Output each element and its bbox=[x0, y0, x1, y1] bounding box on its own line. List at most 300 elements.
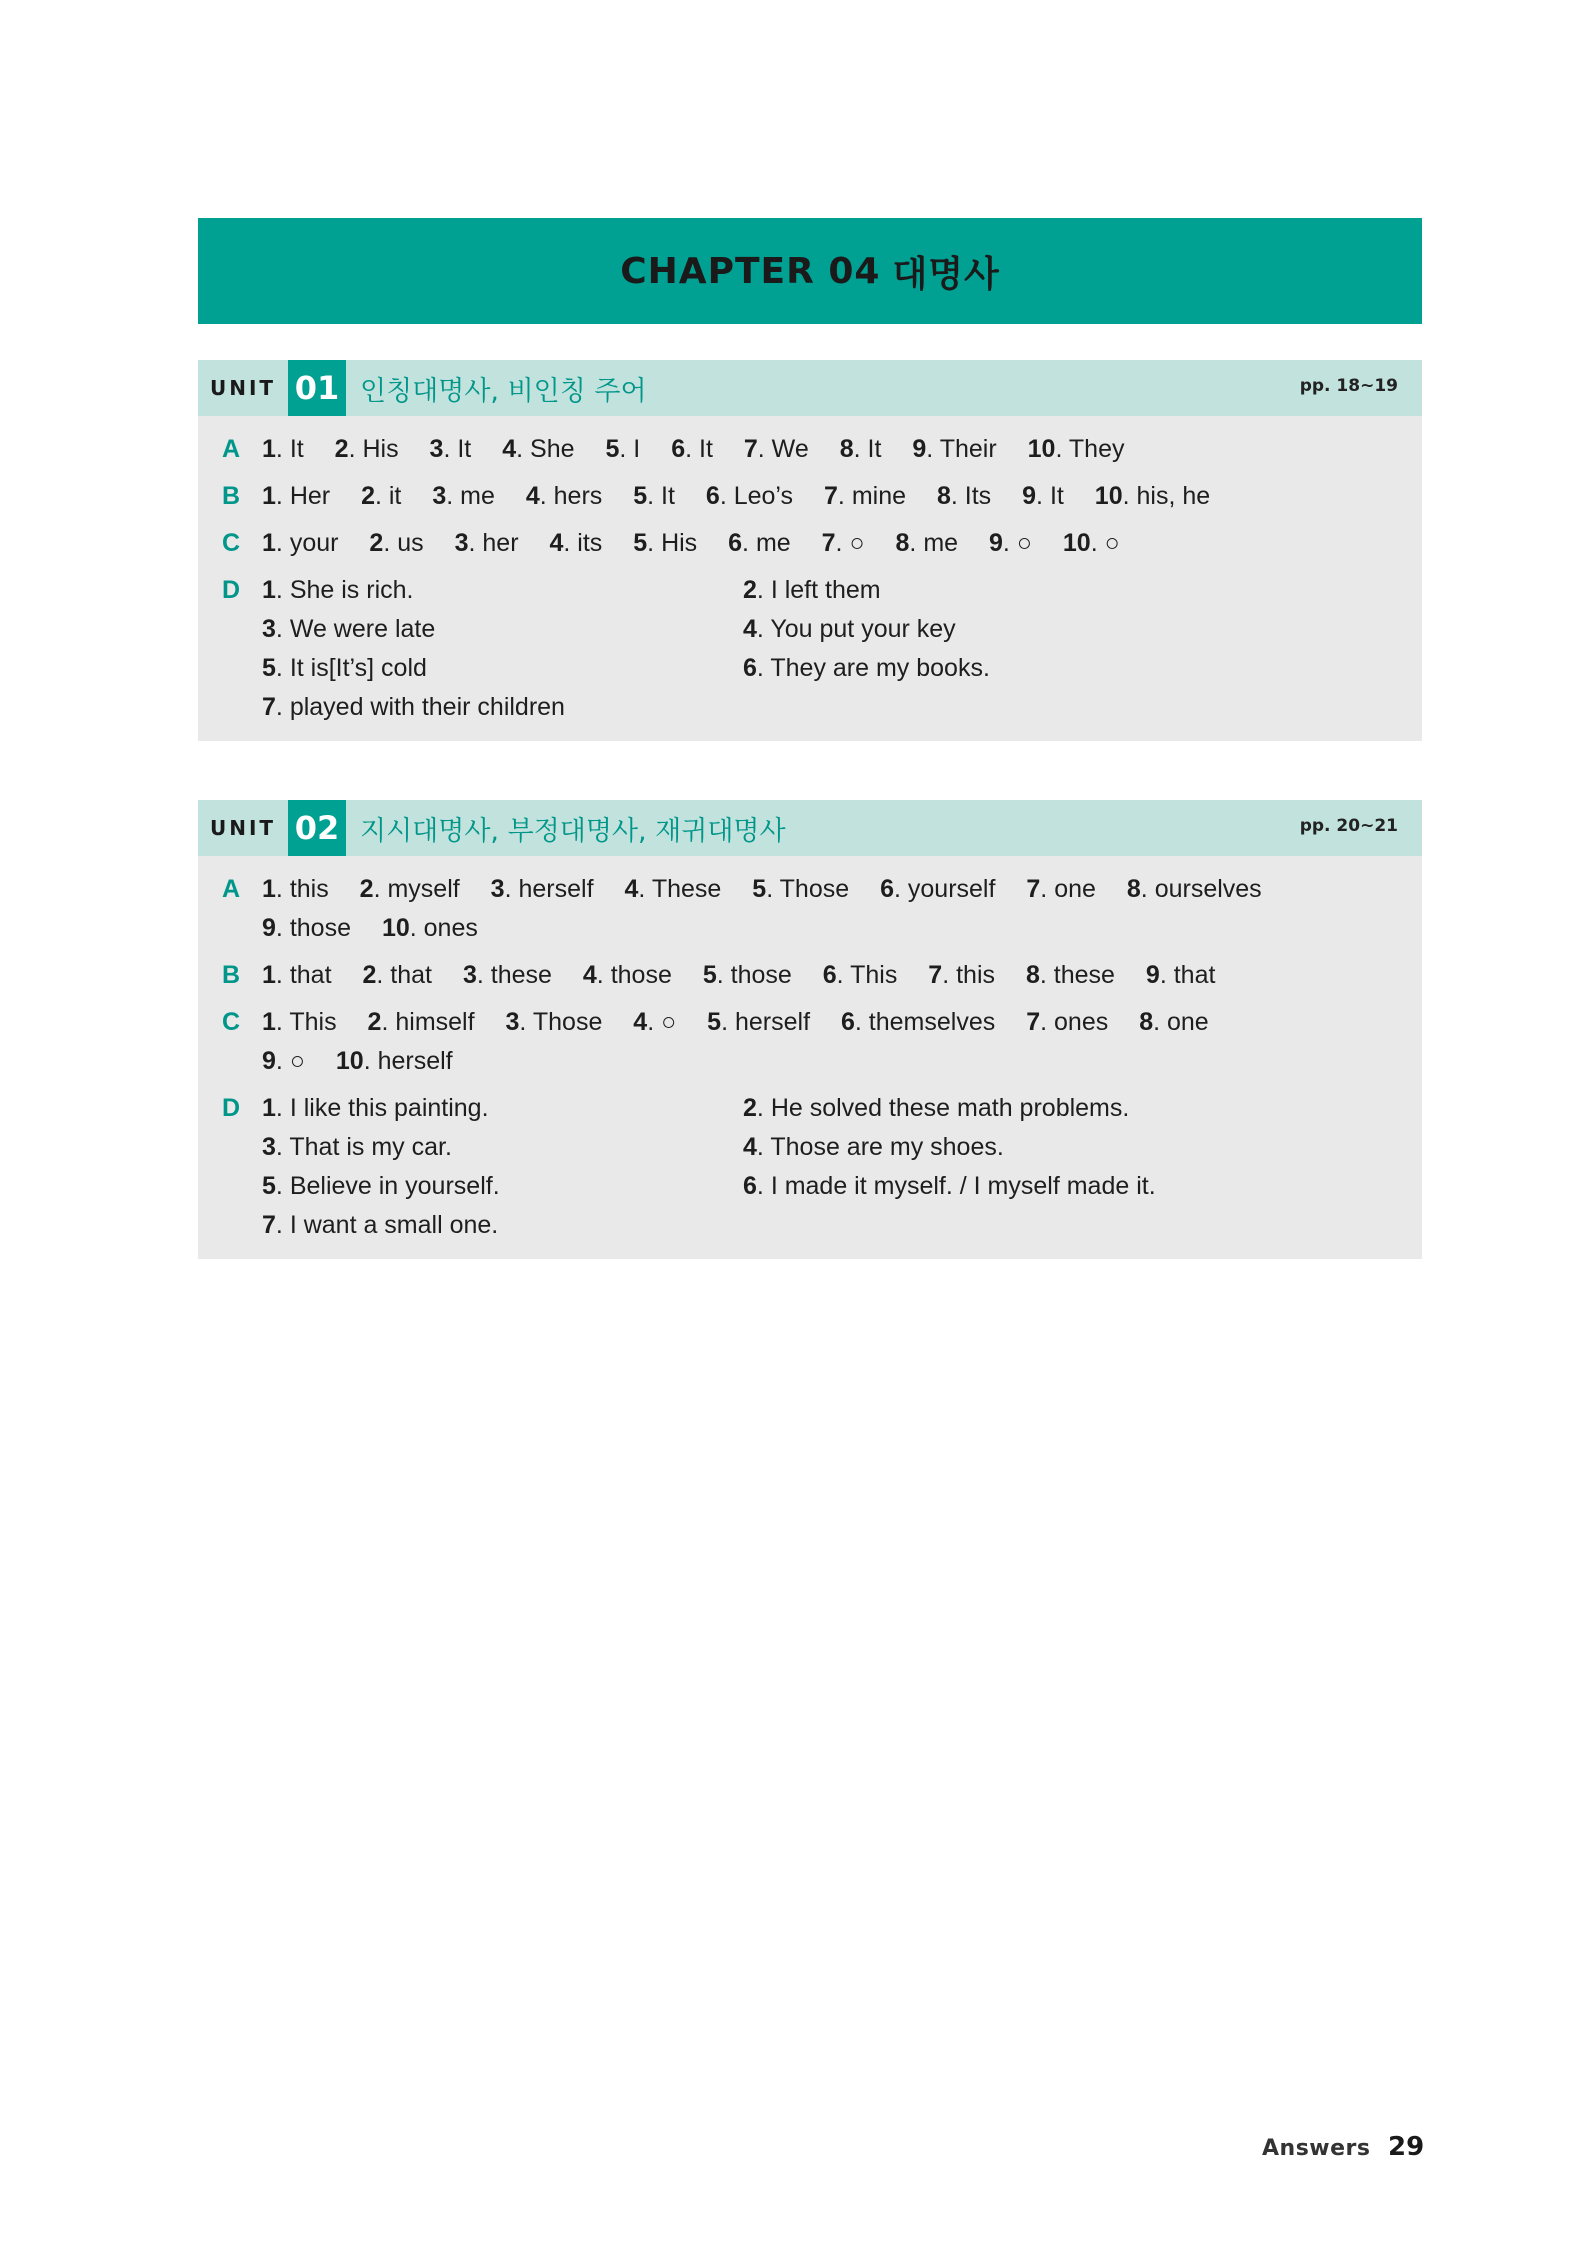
answer-number: 7 bbox=[262, 693, 276, 721]
answer-item bbox=[743, 610, 1243, 649]
answer-separator: . bbox=[942, 961, 957, 989]
answer-item bbox=[262, 482, 330, 510]
answer-item bbox=[822, 529, 865, 557]
answer-separator: . bbox=[446, 482, 461, 510]
unit-title: 지시대명사, 부정대명사, 재귀대명사 bbox=[360, 815, 786, 847]
answer-separator: . bbox=[476, 961, 491, 989]
answer-number: 4 bbox=[624, 875, 639, 903]
answer-number: 4 bbox=[582, 961, 597, 989]
answer-text: themselves bbox=[868, 1008, 996, 1036]
answer-text: Those are my shoes. bbox=[770, 1133, 1004, 1161]
answer-item bbox=[743, 1128, 1243, 1167]
unit-answers bbox=[198, 856, 1422, 1259]
section-letter: B bbox=[222, 961, 241, 989]
answer-separator: . bbox=[756, 1172, 771, 1200]
answer-item bbox=[262, 1047, 305, 1075]
answer-number: 6 bbox=[705, 482, 720, 510]
answer-item bbox=[1026, 1008, 1108, 1036]
answer-item bbox=[262, 1089, 743, 1128]
answer-text: his, he bbox=[1136, 482, 1211, 510]
answer-text: her bbox=[482, 529, 519, 557]
answer-number: 7 bbox=[824, 482, 838, 510]
answer-text: ○ bbox=[1104, 529, 1120, 557]
answer-text: Believe in yourself. bbox=[289, 1172, 500, 1200]
answer-separator: . bbox=[756, 576, 771, 604]
answer-separator: . bbox=[756, 654, 771, 682]
answer-separator: . bbox=[504, 875, 519, 903]
answer-text: It bbox=[867, 435, 882, 463]
answer-number: 7 bbox=[1026, 875, 1041, 903]
answer-number: 3 bbox=[262, 615, 276, 643]
answer-text: ○ bbox=[1016, 529, 1032, 557]
answer-item bbox=[262, 1008, 337, 1036]
answer-text: It is[It’s] cold bbox=[289, 654, 427, 682]
answer-text: It bbox=[1049, 482, 1064, 510]
unit-answers bbox=[198, 416, 1422, 741]
answer-item bbox=[262, 1128, 743, 1167]
answer-separator: . bbox=[638, 875, 652, 903]
answer-number: 1 bbox=[262, 482, 276, 510]
answer-number: 5 bbox=[262, 1172, 276, 1200]
answer-number: 3 bbox=[490, 875, 505, 903]
answer-separator: . bbox=[837, 482, 852, 510]
answer-text: Leo’s bbox=[733, 482, 794, 510]
answer-number: 1 bbox=[262, 875, 276, 903]
answer-text: these bbox=[490, 961, 552, 989]
answer-separator: . bbox=[275, 576, 290, 604]
answer-number: 5 bbox=[633, 482, 648, 510]
answer-number: 2 bbox=[743, 576, 757, 604]
answer-text: herself bbox=[734, 1008, 811, 1036]
answer-text: I left them bbox=[770, 576, 881, 604]
answer-separator: . bbox=[381, 1008, 396, 1036]
answer-text: Its bbox=[964, 482, 992, 510]
answer-separator: . bbox=[596, 961, 611, 989]
answer-number: 7 bbox=[928, 961, 943, 989]
answer-number: 9 bbox=[912, 435, 927, 463]
answer-text: yourself bbox=[907, 875, 996, 903]
answer-separator: . bbox=[376, 961, 391, 989]
answer-separator: . bbox=[1159, 961, 1174, 989]
answer-separator: . bbox=[647, 529, 662, 557]
answer-number: 3 bbox=[462, 961, 477, 989]
answer-item bbox=[624, 875, 721, 903]
unit-header bbox=[198, 360, 1422, 416]
answer-text: that bbox=[289, 961, 332, 989]
answer-number: 3 bbox=[432, 482, 447, 510]
answer-item bbox=[262, 610, 743, 649]
section-c bbox=[198, 524, 1422, 563]
answer-item bbox=[432, 482, 495, 510]
answer-text: those bbox=[730, 961, 792, 989]
answer-separator: . bbox=[363, 1047, 378, 1075]
unit-label: UNIT bbox=[209, 816, 277, 840]
answer-text: This bbox=[289, 1008, 337, 1036]
answer-list bbox=[262, 524, 1302, 563]
answer-text: ○ bbox=[849, 529, 865, 557]
answer-separator: . bbox=[383, 529, 398, 557]
answer-text: it bbox=[388, 482, 402, 510]
answer-separator: . bbox=[275, 435, 290, 463]
answer-number: 5 bbox=[752, 875, 767, 903]
answer-item bbox=[430, 435, 472, 463]
answer-number: 6 bbox=[743, 654, 757, 682]
answer-number: 2 bbox=[367, 1008, 382, 1036]
answer-list bbox=[262, 1003, 1302, 1081]
answer-separator: . bbox=[950, 482, 965, 510]
answer-separator: . bbox=[409, 914, 424, 942]
answer-text: These bbox=[651, 875, 722, 903]
answer-text: one bbox=[1054, 875, 1096, 903]
answer-separator: . bbox=[756, 1133, 771, 1161]
answer-separator: . bbox=[275, 1047, 290, 1075]
answer-number: 5 bbox=[605, 435, 620, 463]
answer-item bbox=[841, 1008, 995, 1036]
answer-separator: . bbox=[756, 1094, 771, 1122]
answer-number: 10 bbox=[1094, 482, 1123, 510]
section-letter: A bbox=[222, 875, 241, 903]
answer-item bbox=[502, 435, 574, 463]
answer-separator: . bbox=[275, 961, 290, 989]
answer-text: Those bbox=[532, 1008, 603, 1036]
answer-number: 4 bbox=[743, 615, 757, 643]
answer-number: 5 bbox=[707, 1008, 722, 1036]
chapter-prefix: CHAPTER 04 bbox=[620, 250, 881, 292]
answer-separator: . bbox=[1039, 961, 1054, 989]
answer-separator: . bbox=[766, 875, 780, 903]
answer-separator: . bbox=[756, 615, 771, 643]
answer-number: 8 bbox=[839, 435, 854, 463]
answer-separator: . bbox=[275, 482, 290, 510]
unit-label: UNIT bbox=[209, 376, 277, 400]
answer-text: ourselves bbox=[1154, 875, 1262, 903]
answer-item bbox=[989, 529, 1032, 557]
answer-item bbox=[362, 961, 432, 989]
answer-number: 4 bbox=[525, 482, 540, 510]
answer-text: me bbox=[460, 482, 495, 510]
answer-number: 7 bbox=[1026, 1008, 1041, 1036]
answer-separator: . bbox=[275, 1211, 290, 1239]
answer-item bbox=[824, 482, 906, 510]
answer-text: This bbox=[850, 961, 898, 989]
chapter-title: 대명사 bbox=[892, 253, 1000, 295]
answer-number: 7 bbox=[821, 529, 836, 557]
answer-list bbox=[262, 477, 1302, 516]
answer-item bbox=[1063, 529, 1120, 557]
answer-number: 7 bbox=[262, 1211, 276, 1239]
answer-separator: . bbox=[275, 654, 290, 682]
page-number: 29 bbox=[1388, 2132, 1425, 2162]
answer-item bbox=[937, 482, 991, 510]
answer-number: 3 bbox=[262, 1133, 276, 1161]
answer-number: 6 bbox=[671, 435, 686, 463]
answer-item bbox=[728, 529, 791, 557]
answer-number: 10 bbox=[335, 1047, 364, 1075]
section-letter: C bbox=[222, 529, 241, 557]
answer-text: this bbox=[956, 961, 996, 989]
section-letter: B bbox=[222, 482, 241, 510]
answer-item bbox=[912, 435, 996, 463]
answer-item bbox=[491, 875, 594, 903]
answer-number: 8 bbox=[1139, 1008, 1154, 1036]
answer-text: His bbox=[362, 435, 399, 463]
answer-separator: . bbox=[1153, 1008, 1167, 1036]
answer-item bbox=[743, 571, 1243, 610]
answer-item bbox=[928, 961, 995, 989]
answer-number: 9 bbox=[262, 1047, 276, 1075]
answer-number: 1 bbox=[262, 576, 276, 604]
answer-separator: . bbox=[348, 435, 363, 463]
answer-text: Her bbox=[289, 482, 331, 510]
answer-item bbox=[880, 875, 995, 903]
answer-number: 3 bbox=[505, 1008, 520, 1036]
answer-separator: . bbox=[685, 435, 699, 463]
answer-text: hers bbox=[553, 482, 603, 510]
answer-separator: . bbox=[539, 482, 554, 510]
answer-text: ones bbox=[423, 914, 478, 942]
answer-text: herself bbox=[518, 875, 594, 903]
answer-item bbox=[382, 914, 478, 942]
answer-item bbox=[262, 1206, 743, 1245]
answer-separator: . bbox=[275, 615, 290, 643]
answer-text: one bbox=[1167, 1008, 1209, 1036]
answer-list bbox=[262, 430, 1302, 469]
unit-header bbox=[198, 800, 1422, 856]
answer-separator: . bbox=[1090, 529, 1105, 557]
answer-text: He solved these math problems. bbox=[770, 1094, 1130, 1122]
answer-separator: . bbox=[1040, 875, 1055, 903]
answer-separator: . bbox=[757, 435, 772, 463]
answer-separator: . bbox=[373, 875, 388, 903]
answer-item bbox=[1022, 482, 1064, 510]
answer-item bbox=[262, 914, 351, 942]
answer-text: these bbox=[1053, 961, 1115, 989]
answer-item bbox=[823, 961, 898, 989]
answer-item bbox=[752, 875, 849, 903]
answer-separator: . bbox=[275, 1172, 290, 1200]
answer-text: mine bbox=[851, 482, 906, 510]
answer-number: 8 bbox=[1025, 961, 1040, 989]
answer-text: You put your key bbox=[770, 615, 956, 643]
answer-number: 3 bbox=[454, 529, 469, 557]
answer-separator: . bbox=[853, 435, 868, 463]
answer-text: I want a small one. bbox=[289, 1211, 499, 1239]
answer-item bbox=[335, 435, 399, 463]
answer-number: 5 bbox=[262, 654, 276, 682]
answer-separator: . bbox=[275, 1133, 290, 1161]
answer-separator: . bbox=[1002, 529, 1017, 557]
answer-separator: . bbox=[647, 482, 662, 510]
answer-number: 8 bbox=[1126, 875, 1141, 903]
unit-number: 01 bbox=[288, 360, 346, 416]
footer-label: Answers bbox=[1262, 2136, 1371, 2161]
answer-separator: . bbox=[1040, 1008, 1055, 1036]
answer-number: 6 bbox=[728, 529, 743, 557]
answer-separator: . bbox=[909, 529, 924, 557]
answer-text: It bbox=[289, 435, 304, 463]
section-letter: C bbox=[222, 1008, 241, 1036]
chapter-banner bbox=[198, 218, 1422, 324]
answer-separator: . bbox=[516, 435, 531, 463]
answer-list bbox=[262, 870, 1302, 948]
answer-number: 1 bbox=[262, 529, 276, 557]
answer-text: me bbox=[923, 529, 959, 557]
answer-text: They are my books. bbox=[770, 654, 990, 682]
answer-text: himself bbox=[395, 1008, 475, 1036]
answer-number: 6 bbox=[743, 1172, 757, 1200]
answer-text: herself bbox=[377, 1047, 453, 1075]
answer-separator: . bbox=[275, 1094, 290, 1122]
answer-item bbox=[743, 649, 1243, 688]
answer-separator: . bbox=[854, 1008, 869, 1036]
unit-number: 02 bbox=[288, 800, 346, 856]
answer-number: 5 bbox=[702, 961, 717, 989]
answer-separator: . bbox=[468, 529, 483, 557]
answer-text: I made it myself. / I myself made it. bbox=[770, 1172, 1156, 1200]
answer-text: I like this painting. bbox=[289, 1094, 489, 1122]
answer-number: 9 bbox=[262, 914, 276, 942]
answer-text: She is rich. bbox=[289, 576, 414, 604]
answer-number: 9 bbox=[1145, 961, 1160, 989]
answer-item bbox=[703, 961, 792, 989]
section-a bbox=[198, 870, 1422, 948]
answer-number: 10 bbox=[381, 914, 410, 942]
answer-number: 2 bbox=[361, 482, 375, 510]
section-letter: D bbox=[222, 1094, 241, 1122]
answer-number: 1 bbox=[262, 1008, 276, 1036]
answer-text: I bbox=[633, 435, 641, 463]
answer-text: That is my car. bbox=[289, 1133, 452, 1161]
answer-item bbox=[1146, 961, 1216, 989]
answer-separator: . bbox=[275, 1008, 290, 1036]
answer-number: 10 bbox=[1027, 435, 1056, 463]
answer-item bbox=[633, 529, 697, 557]
answer-item bbox=[262, 529, 338, 557]
section-b bbox=[198, 956, 1422, 995]
answer-item bbox=[361, 482, 401, 510]
answer-number: 4 bbox=[743, 1133, 757, 1161]
section-letter: D bbox=[222, 576, 241, 604]
answer-number: 6 bbox=[840, 1008, 855, 1036]
answer-text: myself bbox=[387, 875, 460, 903]
answer-separator: . bbox=[893, 875, 908, 903]
section-c bbox=[198, 1003, 1422, 1081]
answer-number: 8 bbox=[895, 529, 910, 557]
answer-text: those bbox=[289, 914, 351, 942]
answer-separator: . bbox=[275, 914, 290, 942]
answer-separator: . bbox=[721, 1008, 735, 1036]
answer-number: 1 bbox=[262, 1094, 276, 1122]
section-b bbox=[198, 477, 1422, 516]
answer-number: 10 bbox=[1062, 529, 1091, 557]
section-a bbox=[198, 430, 1422, 469]
answer-item bbox=[262, 1167, 743, 1206]
answer-number: 9 bbox=[989, 529, 1003, 557]
answer-number: 8 bbox=[936, 482, 951, 510]
answer-item bbox=[463, 961, 552, 989]
answer-number: 2 bbox=[369, 529, 384, 557]
unit-01-section bbox=[198, 360, 1422, 741]
answer-separator: . bbox=[563, 529, 578, 557]
answer-item bbox=[1026, 875, 1096, 903]
answer-list bbox=[262, 571, 1422, 727]
answer-number: 4 bbox=[549, 529, 564, 557]
answer-item bbox=[633, 482, 675, 510]
answer-item bbox=[455, 529, 519, 557]
answer-item bbox=[840, 435, 882, 463]
answer-number: 6 bbox=[880, 875, 894, 903]
answer-number: 2 bbox=[362, 961, 377, 989]
answer-text: It bbox=[661, 482, 675, 510]
answer-item bbox=[1026, 961, 1115, 989]
answer-text: We were late bbox=[289, 615, 436, 643]
answer-number: 2 bbox=[359, 875, 374, 903]
answer-list bbox=[262, 956, 1302, 995]
answer-list bbox=[262, 1089, 1422, 1245]
answer-separator: . bbox=[1140, 875, 1155, 903]
answer-text: Those bbox=[779, 875, 850, 903]
answer-number: 1 bbox=[262, 961, 276, 989]
answer-text: We bbox=[771, 435, 809, 463]
answer-number: 7 bbox=[743, 435, 758, 463]
answer-number: 4 bbox=[633, 1008, 648, 1036]
answer-separator: . bbox=[716, 961, 731, 989]
answer-text: They bbox=[1068, 435, 1125, 463]
section-letter: A bbox=[222, 435, 241, 463]
answer-text: me bbox=[755, 529, 791, 557]
answer-separator: . bbox=[275, 875, 290, 903]
unit-02-section bbox=[198, 800, 1422, 1259]
answer-separator: . bbox=[619, 435, 634, 463]
answer-number: 6 bbox=[822, 961, 837, 989]
answer-item bbox=[262, 649, 743, 688]
answer-item bbox=[1139, 1008, 1209, 1036]
answer-separator: . bbox=[742, 529, 756, 557]
answer-number: 2 bbox=[743, 1094, 757, 1122]
answer-item bbox=[1028, 435, 1125, 463]
answer-item bbox=[262, 571, 743, 610]
answer-text: It bbox=[699, 435, 713, 463]
answer-item bbox=[506, 1008, 603, 1036]
answer-item bbox=[743, 1167, 1243, 1206]
answer-separator: . bbox=[1055, 435, 1069, 463]
answer-item bbox=[526, 482, 602, 510]
section-d bbox=[198, 1089, 1422, 1245]
answer-number: 1 bbox=[262, 435, 276, 463]
answer-number: 9 bbox=[1022, 482, 1037, 510]
answer-text: this bbox=[289, 875, 329, 903]
answer-separator: . bbox=[519, 1008, 533, 1036]
answer-separator: . bbox=[647, 1008, 662, 1036]
answer-separator: . bbox=[443, 435, 458, 463]
answer-separator: . bbox=[836, 961, 851, 989]
answer-text: that bbox=[1173, 961, 1216, 989]
answer-text: us bbox=[397, 529, 424, 557]
answer-item bbox=[262, 875, 329, 903]
answer-item bbox=[369, 529, 423, 557]
answer-separator: . bbox=[1036, 482, 1050, 510]
answer-separator: . bbox=[275, 529, 290, 557]
answer-text: ○ bbox=[661, 1008, 677, 1036]
answer-item bbox=[549, 529, 602, 557]
answer-item bbox=[368, 1008, 475, 1036]
answer-item bbox=[262, 688, 743, 727]
unit-title: 인칭대명사, 비인칭 주어 bbox=[360, 375, 647, 407]
answer-item bbox=[671, 435, 713, 463]
answer-item bbox=[605, 435, 640, 463]
answer-number: 2 bbox=[334, 435, 349, 463]
answer-separator: . bbox=[374, 482, 389, 510]
